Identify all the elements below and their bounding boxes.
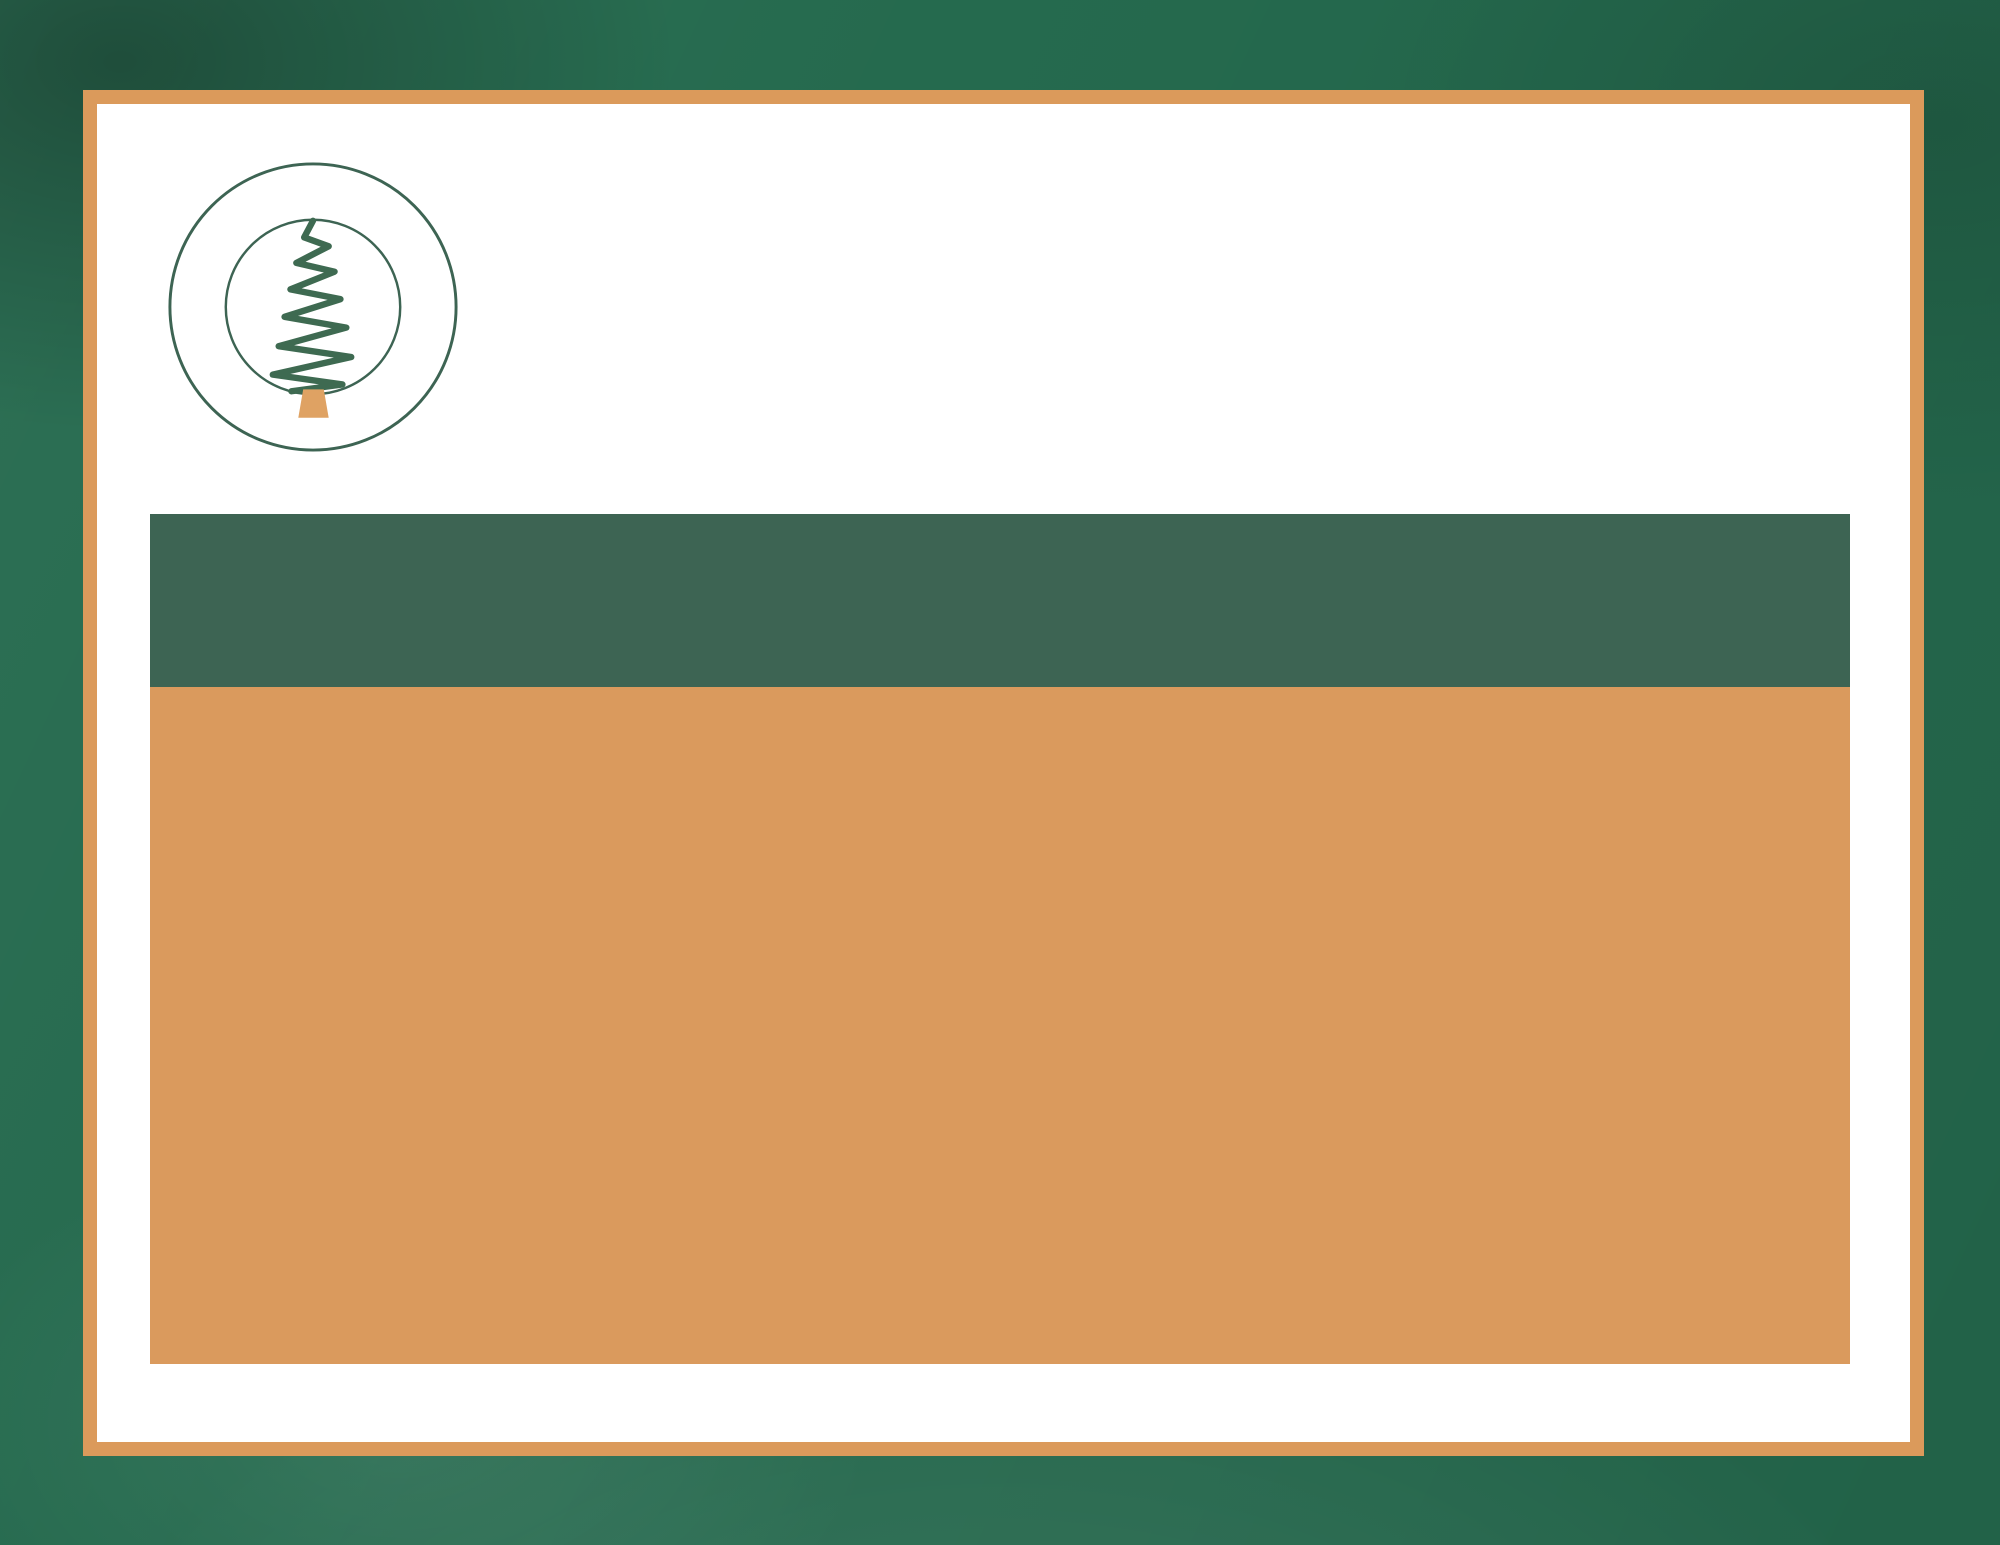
tier-header-friend (1578, 514, 1850, 687)
pricing-table-body (150, 687, 1850, 1364)
header-spacer (150, 514, 768, 687)
tef-logo-seal (166, 160, 460, 454)
tier-header-contributor (1308, 514, 1578, 687)
logo-tree-trunk (298, 389, 328, 417)
tier-header-scholar (1038, 514, 1308, 687)
table-header (150, 514, 1850, 687)
pricing-table (150, 514, 1850, 1364)
tier-header-leader (768, 514, 1038, 687)
